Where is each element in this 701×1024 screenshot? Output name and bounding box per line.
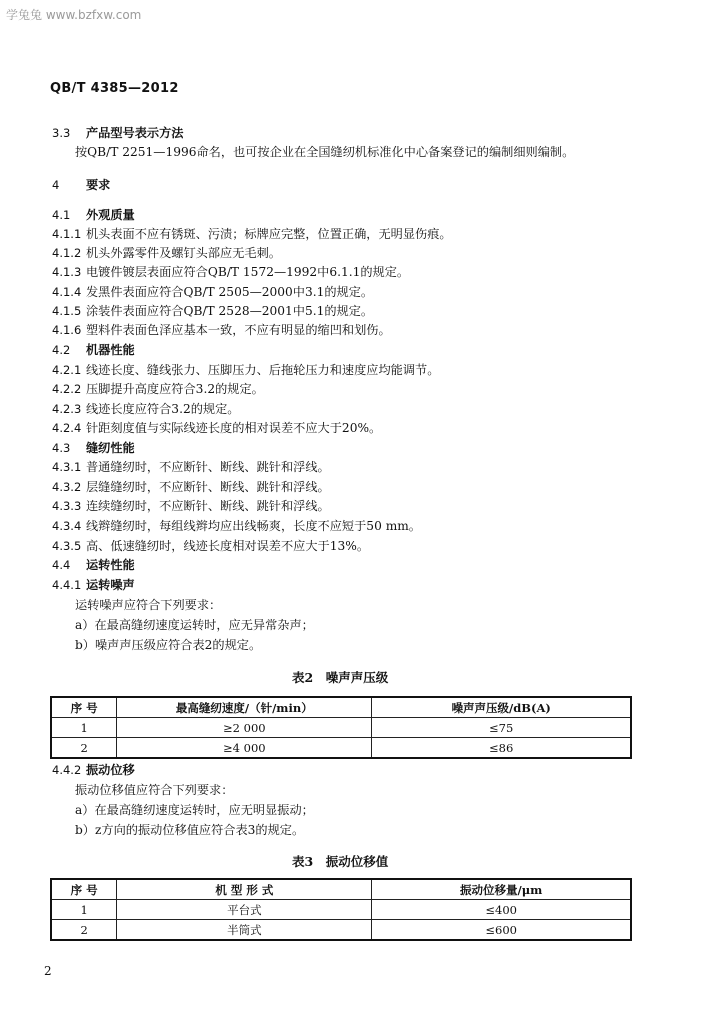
table-row [51, 738, 631, 759]
clause-line: 4.1.5 涂装件表面应符合QB/T 2528—2001中5.1的规定。 [52, 304, 374, 318]
table-cell: ≤400 [372, 900, 631, 920]
paragraph: 运转噪声应符合下列要求： [75, 598, 222, 612]
clause-line: 4.2.1 线迹长度、缝线张力、压脚压力、后拖轮压力和速度应均能调节。 [52, 363, 440, 377]
clause-line: 4.3.4 线辫缝纫时，每组线辫均应出线畅爽，长度不应短于50 mm。 [52, 519, 421, 533]
clause-line: 4.3.2 层缝缝纫时，不应断针、断线、跳针和浮线。 [52, 480, 330, 494]
table-header-cell: 振动位移量/μm [372, 879, 631, 900]
clause-line: 4.2.3 线迹长度应符合3.2的规定。 [52, 402, 240, 416]
watermark: 学兔兔 www.bzfxw.com [6, 8, 142, 22]
section-line: 4 要求 [52, 178, 111, 192]
clause-line: 4.3.1 普通缝纫时，不应断针、断线、跳针和浮线。 [52, 460, 330, 474]
table-cell: 2 [51, 920, 117, 941]
clause-line: 4.1.1 机头表面不应有锈斑、污渍；标牌应完整，位置正确，无明显伤痕。 [52, 227, 452, 241]
clause-line: 4.1.3 电镀件镀层表面应符合QB/T 1572—1992中6.1.1的规定。 [52, 265, 410, 279]
table-cell: ≥4 000 [117, 738, 372, 759]
table-cell: 1 [51, 900, 117, 920]
list-item: a）在最高缝纫速度运转时，应无异常杂声； [75, 618, 314, 632]
section-line: 4.4 运转性能 [52, 558, 135, 572]
table-cell: ≤75 [372, 718, 631, 738]
table-header-cell: 序 号 [51, 879, 117, 900]
clause-line: 4.1.2 机头外露零件及螺钉头部应无毛刺。 [52, 246, 281, 260]
list-item: a）在最高缝纫速度运转时，应无明显振动； [75, 803, 314, 817]
section-line: 4.4.2 振动位移 [52, 763, 135, 777]
table-cell: 2 [51, 738, 117, 759]
page-number: 2 [44, 964, 52, 978]
table-3 [50, 878, 632, 941]
paragraph: 振动位移值应符合下列要求： [75, 783, 234, 797]
table-header-row [51, 697, 631, 718]
clause-line: 4.1.4 发黑件表面应符合QB/T 2505—2000中3.1的规定。 [52, 285, 374, 299]
paragraph: 按QB/T 2251—1996命名，也可按企业在全国缝纫机标准化中心备案登记的编制细则编制。 [75, 145, 575, 159]
section-line: 4.1 外观质量 [52, 208, 135, 222]
table-3-caption: 表3 振动位移值 [292, 854, 389, 869]
table-row [51, 718, 631, 738]
table-cell: 半筒式 [117, 920, 372, 941]
clause-line: 4.1.6 塑料件表面色泽应基本一致，不应有明显的缩凹和划伤。 [52, 323, 391, 337]
section-line: 4.3 缝纫性能 [52, 441, 135, 455]
table-2 [50, 696, 632, 759]
clause-line: 4.3.3 连续缝纫时，不应断针、断线、跳针和浮线。 [52, 499, 330, 513]
table-header-cell: 最高缝纫速度/（针/min） [117, 697, 372, 718]
table-header-row [51, 879, 631, 900]
section-line: 4.4.1 运转噪声 [52, 578, 135, 592]
table-cell: ≥2 000 [117, 718, 372, 738]
table-header-cell: 序 号 [51, 697, 117, 718]
clause-line: 4.3.5 高、低速缝纫时，线迹长度相对误差不应大于13%。 [52, 539, 370, 553]
list-item: b）噪声声压级应符合表2的规定。 [75, 638, 262, 652]
table-header-cell: 机 型 形 式 [117, 879, 372, 900]
standard-code: QB/T 4385—2012 [50, 81, 179, 96]
section-line: 4.2 机器性能 [52, 343, 135, 357]
table-2-caption: 表2 噪声声压级 [292, 670, 389, 685]
table-cell: ≤86 [372, 738, 631, 759]
table-header-cell: 噪声声压级/dB(A) [372, 697, 631, 718]
clause-line: 4.2.4 针距刻度值与实际线迹长度的相对误差不应大于20%。 [52, 421, 382, 435]
section-line: 3.3 产品型号表示方法 [52, 126, 184, 140]
clause-line: 4.2.2 压脚提升高度应符合3.2的规定。 [52, 382, 264, 396]
table-cell: 平台式 [117, 900, 372, 920]
table-row [51, 900, 631, 920]
table-cell: ≤600 [372, 920, 631, 941]
table-row [51, 920, 631, 941]
table-cell: 1 [51, 718, 117, 738]
list-item: b）z方向的振动位移值应符合表3的规定。 [75, 823, 305, 837]
